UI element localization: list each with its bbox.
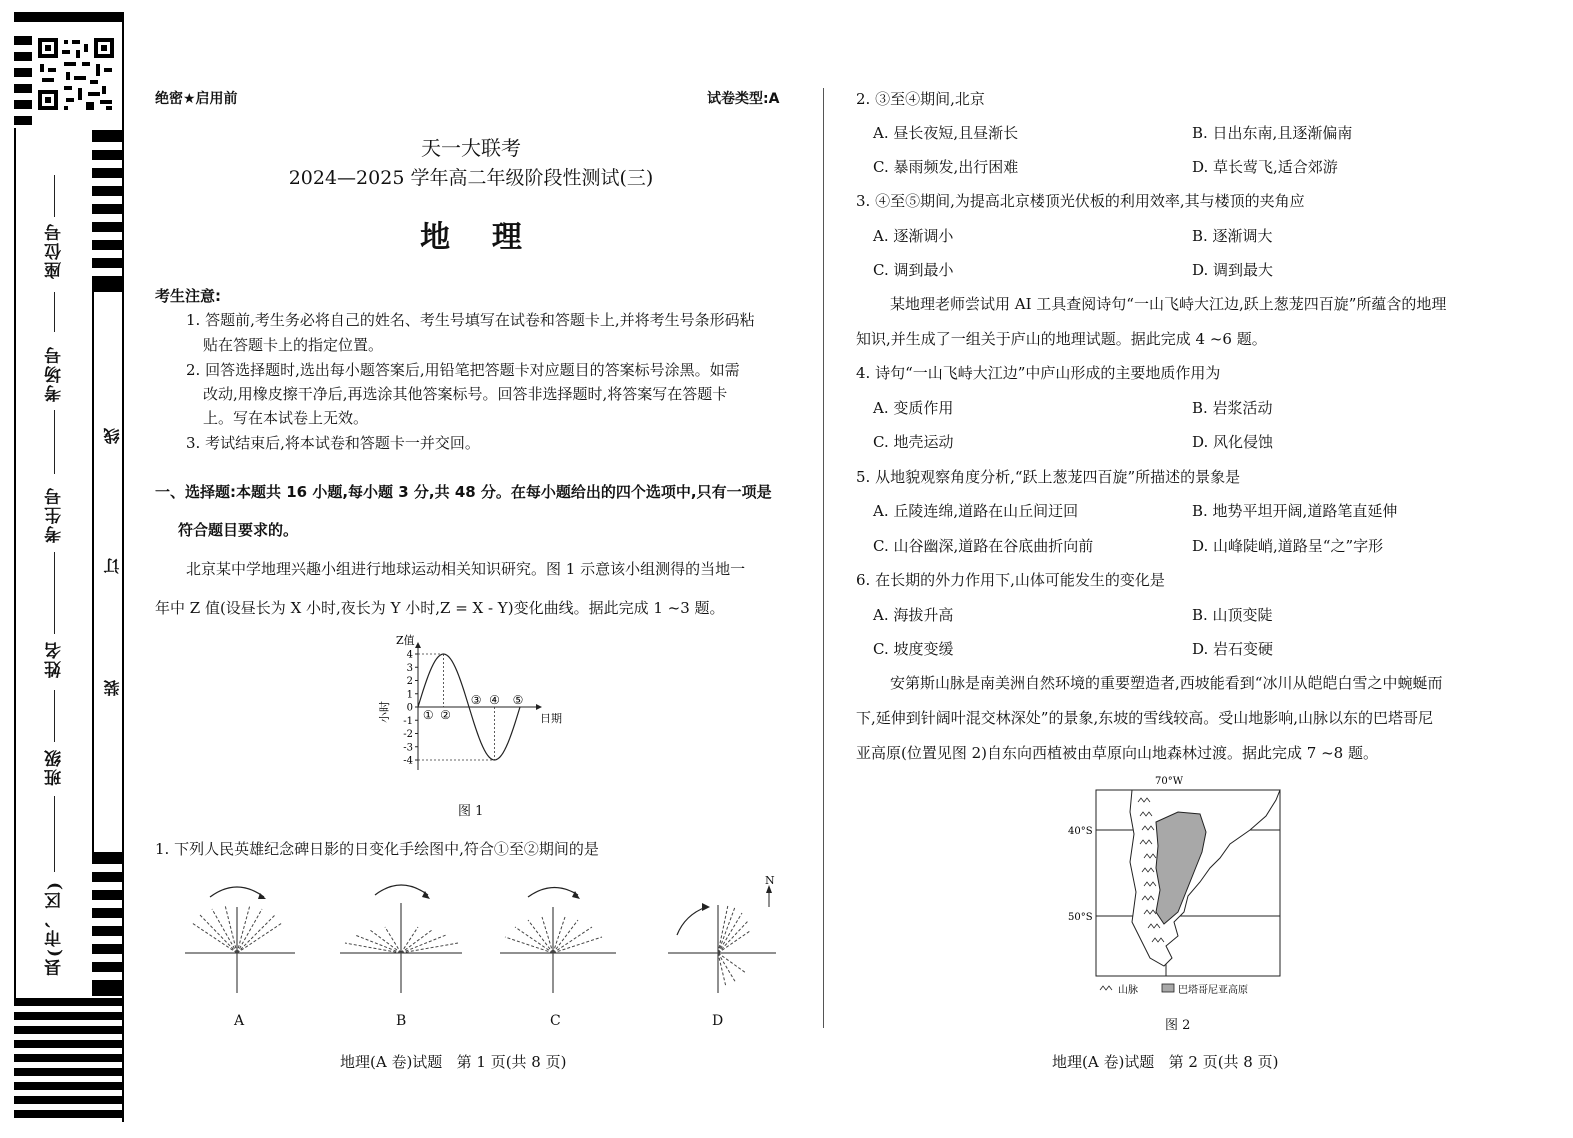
- intro-paragraph: 下,延伸到针阔叶混交林深处”的景象,东坡的雪线较高。受山地影响,山脉以东的巴塔哥尼: [856, 709, 1433, 727]
- latitude-label-50s: 50°S: [1068, 912, 1093, 923]
- intro-paragraph: 安第斯山脉是南美洲自然环境的重要塑造者,西坡能看到“冰川从皑皑白雪之中蜿蜒而: [890, 674, 1443, 692]
- q6-option-c: C. 坡度变缓: [873, 640, 954, 658]
- q5-option-c: C. 山谷幽深,道路在谷底曲折向前: [873, 537, 1094, 555]
- north-arrow-label: N: [765, 874, 775, 887]
- notice-item: 1. 答题前,考生务必将自己的姓名、考生号填写在试卷和答题卡上,并将考生号条形码粘: [186, 311, 755, 329]
- notice-title: 考生注意:: [155, 287, 221, 305]
- shadow-diagram-a: [185, 887, 295, 993]
- shadow-diagram-d: [668, 885, 776, 993]
- chart-y-tick-label: -1: [403, 715, 413, 727]
- chart-point-label: ②: [440, 708, 451, 722]
- intro-paragraph: 亚高原(位置见图 2)自东向西植被由草原向山地森林过渡。据此完成 7 ~8 题。: [856, 744, 1378, 762]
- question-5-stem: 5. 从地貌观察角度分析,“跃上葱茏四百旋”所描述的景象是: [856, 468, 1241, 486]
- exam-room-label: 考场号: [45, 345, 65, 402]
- option-label-a: A: [234, 1013, 245, 1029]
- name-label: 姓名: [45, 640, 65, 678]
- binding-mark-order: 订: [103, 558, 122, 574]
- q3-option-c: C. 调到最小: [873, 261, 954, 279]
- chart-y-tick-label: 2: [406, 676, 413, 687]
- footer-page-1: 地理(A 卷)试题 第 1 页(共 8 页): [340, 1053, 567, 1071]
- chart-y-tick-label: -2: [403, 729, 413, 740]
- chart-point-label: ③: [470, 693, 482, 707]
- chart-point-label: ①: [422, 708, 434, 722]
- q4-option-c: C. 地壳运动: [873, 433, 954, 451]
- q6-option-b: B. 山顶变陡: [1192, 606, 1273, 624]
- q3-option-a: A. 逐渐调小: [873, 227, 954, 245]
- q5-option-d: D. 山峰陡峭,道路呈“之”字形: [1192, 537, 1384, 555]
- shadow-diagram-b: [340, 885, 462, 993]
- q3-option-d: D. 调到最大: [1192, 261, 1274, 279]
- chart-y-tick-label: 3: [406, 662, 413, 674]
- q6-option-a: A. 海拔升高: [873, 606, 954, 624]
- candidate-number-label: 考生号: [45, 486, 65, 543]
- chart-y-tick-label: -4: [403, 755, 413, 767]
- figure-1-caption: 图 1: [458, 804, 484, 819]
- chart-y-tick-label: -3: [403, 742, 413, 754]
- q2-option-a: A. 昼长夜短,且昼渐长: [873, 124, 1019, 142]
- qr-code-icon: [36, 36, 116, 112]
- notice-item: 3. 考试结束后,将本试卷和答题卡一并交回。: [186, 434, 480, 452]
- paper-type: 试卷类型:A: [707, 91, 780, 107]
- latitude-label-40s: 40°S: [1068, 826, 1093, 837]
- option-label-b: B: [396, 1013, 407, 1029]
- z-value-chart: [370, 630, 590, 780]
- intro-paragraph: 知识,并生成了一组关于庐山的地理试题。据此完成 4 ~6 题。: [856, 330, 1267, 348]
- chart-y-unit: 小时: [378, 701, 391, 723]
- q4-option-a: A. 变质作用: [873, 399, 954, 417]
- chart-y-title: Z值: [396, 634, 415, 647]
- q5-option-b: B. 地势平坦开阔,道路笔直延伸: [1192, 502, 1398, 520]
- q3-option-b: B. 逐渐调大: [1192, 227, 1273, 245]
- county-label: 县(市、区): [45, 880, 65, 977]
- binding-strip: [0, 0, 130, 1138]
- option-label-c: C: [550, 1013, 561, 1029]
- class-label: 班级: [45, 748, 65, 786]
- question-6-stem: 6. 在长期的外力作用下,山体可能发生的变化是: [856, 571, 1165, 589]
- column-divider: [823, 88, 824, 1028]
- question-1-stem: 1. 下列人民英雄纪念碑日影的日变化手绘图中,符合①至②期间的是: [155, 840, 599, 858]
- chart-y-tick-label: 1: [406, 689, 413, 701]
- longitude-label: 70°W: [1155, 776, 1184, 787]
- exam-title: 2024—2025 学年高二年级阶段性测试(三): [288, 167, 654, 189]
- chart-point-label: ⑤: [512, 693, 524, 707]
- notice-item: 2. 回答选择题时,选出每小题答案后,用铅笔把答题卡对应题目的答案标号涂黑。如需: [186, 361, 740, 379]
- chart-y-arrow: [415, 642, 421, 648]
- q2-option-c: C. 暴雨频发,出行困难: [873, 158, 1019, 176]
- notice-item: 贴在答题卡上的指定位置。: [203, 336, 384, 354]
- intro-paragraph: 北京某中学地理兴趣小组进行地球运动相关知识研究。图 1 示意该小组测得的当地一: [186, 560, 746, 578]
- q4-option-b: B. 岩浆活动: [1192, 399, 1273, 417]
- figure-2-caption: 图 2: [1165, 1018, 1191, 1033]
- shadow-diagrams: [180, 875, 780, 1000]
- binding-mark-bind: 装: [103, 680, 122, 696]
- legend-mountain-label: 山脉: [1118, 985, 1138, 996]
- legend-plateau-label: 巴塔哥尼亚高原: [1178, 985, 1248, 996]
- q2-option-b: B. 日出东南,且逐渐偏南: [1192, 124, 1353, 142]
- shadow-diagram-c: [500, 887, 616, 993]
- seat-number-label: 座位号: [45, 222, 65, 279]
- q5-option-a: A. 丘陵连绵,道路在山丘间迂回: [873, 502, 1079, 520]
- chart-x-label: 日期: [540, 712, 562, 725]
- question-4-stem: 4. 诗句“一山飞峙大江边”中庐山形成的主要地质作用为: [856, 364, 1221, 382]
- chart-point-label: ④: [489, 693, 500, 707]
- chart-y-tick-label: 4: [406, 649, 413, 661]
- secret-label: 绝密★启用前: [155, 91, 238, 107]
- q4-option-d: D. 风化侵蚀: [1192, 433, 1274, 451]
- subject-title: 地 理: [420, 220, 522, 255]
- chart-x-arrow: [536, 704, 542, 710]
- notice-item: 改动,用橡皮擦干净后,再选涂其他答案标号。回答非选择题时,将答案写在答题卡: [203, 385, 728, 403]
- section-heading: 一、选择题:本题共 16 小题,每小题 3 分,共 48 分。在每小题给出的四个选项中,只有一项是: [155, 483, 772, 501]
- binding-mark-line: 线: [103, 428, 122, 444]
- q6-option-d: D. 岩石变硬: [1192, 640, 1274, 658]
- exam-org: 天一大联考: [421, 136, 521, 160]
- q2-option-d: D. 草长莺飞,适合郊游: [1192, 158, 1338, 176]
- section-heading-cont: 符合题目要求的。: [178, 521, 299, 539]
- notice-item: 上。写在本试卷上无效。: [203, 409, 369, 427]
- footer-page-2: 地理(A 卷)试题 第 2 页(共 8 页): [1052, 1053, 1279, 1071]
- option-label-d: D: [712, 1013, 724, 1029]
- question-3-stem: 3. ④至⑤期间,为提高北京楼顶光伏板的利用效率,其与楼顶的夹角应: [856, 192, 1305, 210]
- intro-paragraph: 某地理老师尝试用 AI 工具查阅诗句“一山飞峙大江边,跃上葱茏四百旋”所蕴含的地理: [890, 295, 1447, 313]
- patagonia-map: [1060, 772, 1290, 1002]
- intro-paragraph: 年中 Z 值(设昼长为 X 小时,夜长为 Y 小时,Z = X - Y)变化曲线。据此完成 1 ~3 题。: [155, 599, 725, 617]
- question-2-stem: 2. ③至④期间,北京: [856, 90, 985, 108]
- chart-y-tick-label: 0: [406, 702, 413, 714]
